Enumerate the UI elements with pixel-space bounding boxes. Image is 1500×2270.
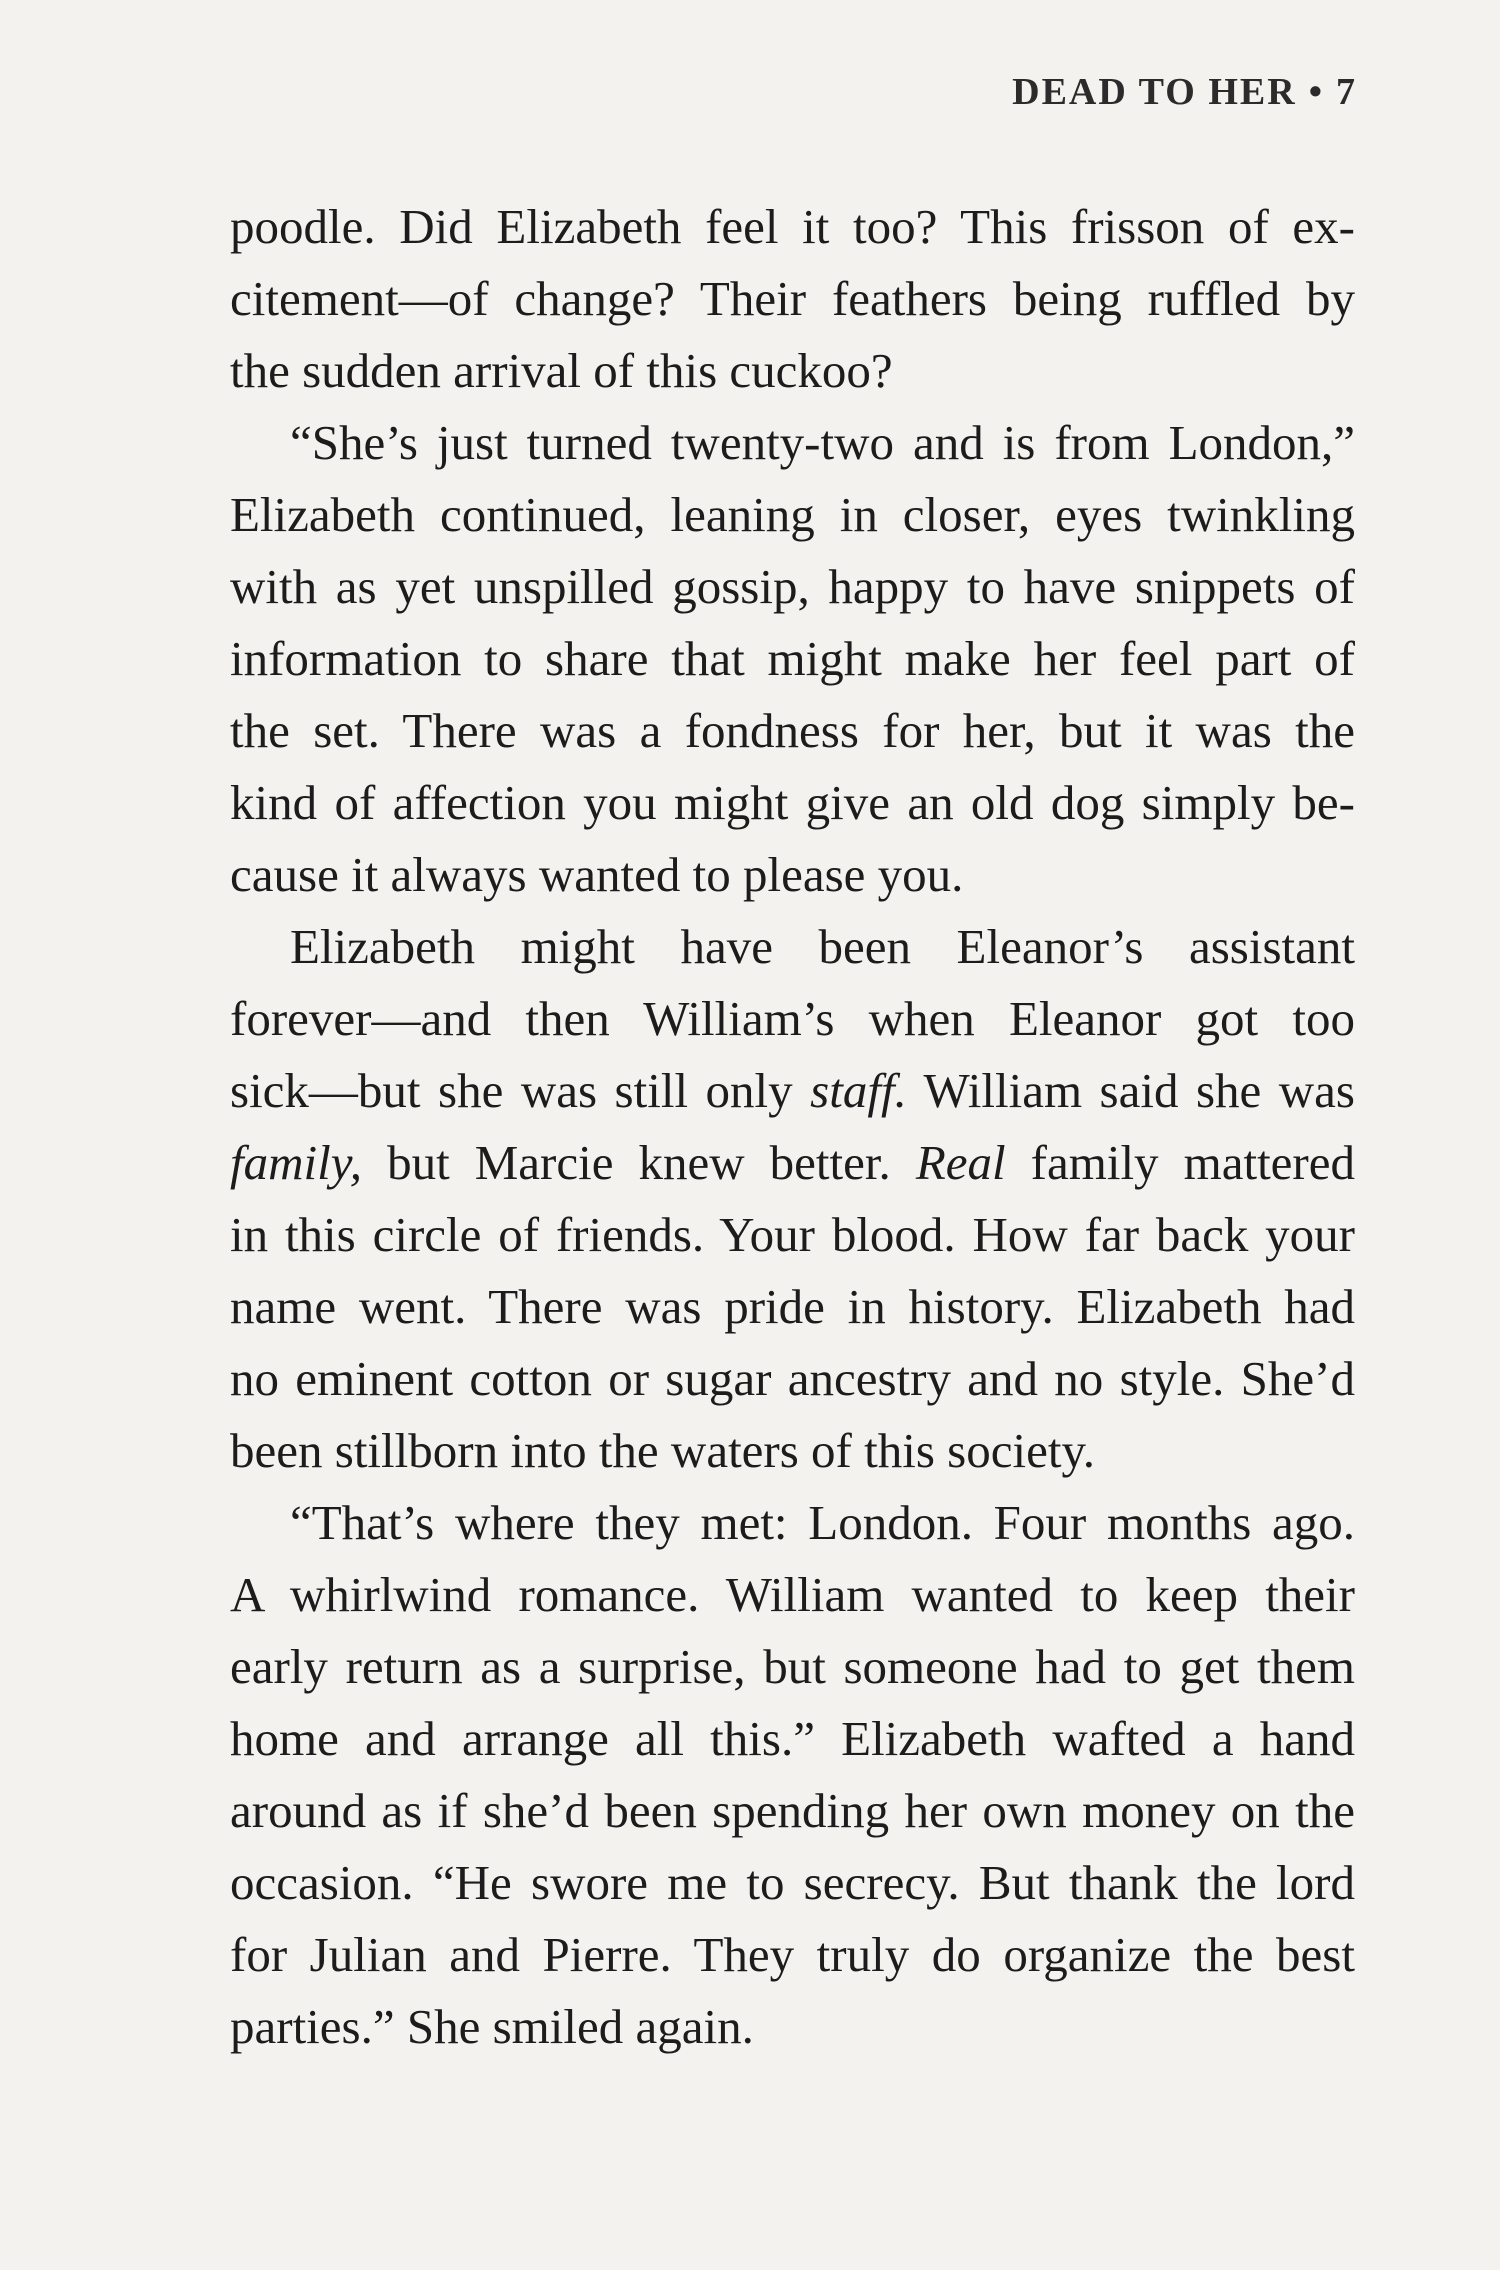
text-line: information to share that might make her feel part of: [230, 631, 1355, 686]
text-line: the set. There was a fondness for her, but it was the: [230, 703, 1355, 758]
text-line: A whirlwind romance. William wanted to keep their: [230, 1567, 1355, 1622]
italic-text: staff.: [810, 1063, 907, 1118]
text-line: [230, 1055, 1355, 1127]
text-line: in this circle of friends. Your blood. How far back your: [230, 1207, 1355, 1262]
text-line: the sudden arrival of this cuckoo?: [230, 343, 893, 398]
text-line: cause it always wanted to please you.: [230, 847, 964, 902]
text-run: William said she was: [906, 1063, 1355, 1118]
running-header: [1012, 70, 1357, 114]
page-number: 7: [1336, 71, 1357, 113]
italic-text: Real: [915, 1135, 1006, 1190]
text-run: sick—but she was still only: [230, 1063, 811, 1118]
text-line: forever—and then William’s when Eleanor got too: [230, 991, 1355, 1046]
text-line: no eminent cotton or sugar ancestry and no style. She’d: [230, 1351, 1355, 1406]
text-line: [230, 1127, 1355, 1199]
text-line: for Julian and Pierre. They truly do organize the best: [230, 1927, 1355, 1982]
running-header-separator: •: [1308, 71, 1324, 113]
text-line: Elizabeth might have been Eleanor’s assistant: [290, 919, 1355, 974]
italic-text: family,: [230, 1135, 363, 1190]
text-line: poodle. Did Elizabeth feel it too? This frisson of ex-: [230, 199, 1355, 254]
text-line: early return as a surprise, but someone had to get them: [230, 1639, 1355, 1694]
text-line: citement—of change? Their feathers being ruffled by: [230, 271, 1355, 326]
text-line: home and arrange all this.” Elizabeth wafted a hand: [230, 1711, 1355, 1766]
body-text: [230, 191, 1355, 2063]
text-line: occasion. “He swore me to secrecy. But thank the lord: [230, 1855, 1355, 1910]
running-header-title: DEAD TO HER: [1012, 71, 1297, 113]
text-line: “That’s where they met: London. Four months ago.: [290, 1495, 1355, 1550]
text-line: “She’s just turned twenty-two and is from London,”: [290, 415, 1355, 470]
text-line: with as yet unspilled gossip, happy to have snippets of: [230, 559, 1355, 614]
text-line: kind of affection you might give an old dog simply be-: [230, 775, 1355, 830]
text-run: family mattered: [1005, 1135, 1355, 1190]
text-run: but Marcie knew better.: [362, 1135, 916, 1190]
text-line: name went. There was pride in history. Elizabeth had: [230, 1279, 1355, 1334]
text-line: parties.” She smiled again.: [230, 1999, 754, 2054]
text-line: been stillborn into the waters of this society.: [230, 1423, 1096, 1478]
text-line: Elizabeth continued, leaning in closer, eyes twinkling: [230, 487, 1355, 542]
text-line: around as if she’d been spending her own money on the: [230, 1783, 1355, 1838]
